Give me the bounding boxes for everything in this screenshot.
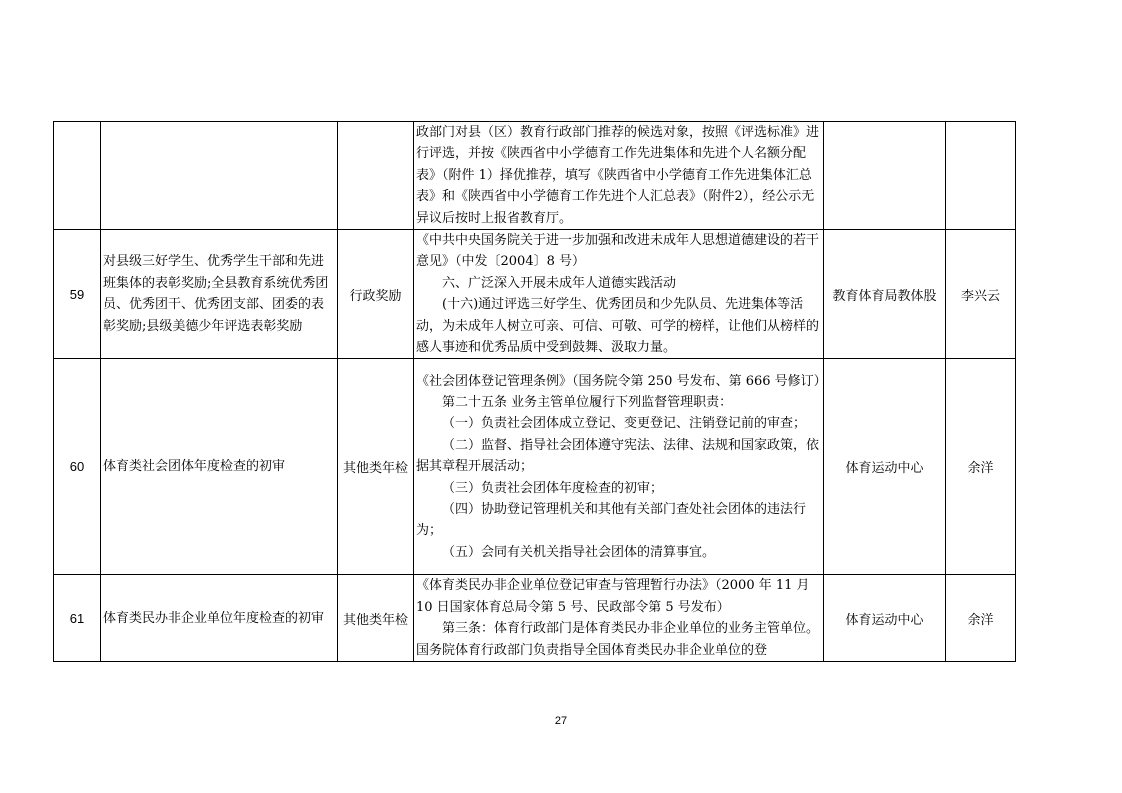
responsible-department: 教育体育局教体股 <box>824 230 946 359</box>
basis-paragraph: （五）会同有关机关指导社会团体的清算事宜。 <box>442 544 716 560</box>
table-row <box>54 575 1016 662</box>
legal-basis <box>414 122 824 230</box>
basis-paragraph: 《社会团体登记管理条例》（国务院令第 250 号发布、第 666 号修订） <box>416 373 827 389</box>
basis-paragraph: （三）负责社会团体年度检查的初审； <box>442 480 664 496</box>
responsible-person: 李兴云 <box>946 230 1016 359</box>
basis-paragraph: 《中共中央国务院关于进一步加强和改进未成年人思想道德建设的若干意见》（中发〔2004〕8 号） <box>416 233 820 270</box>
item-name <box>101 122 338 230</box>
basis-paragraph: （一）负责社会团体成立登记、变更登记、注销登记前的审查； <box>442 416 807 432</box>
item-type: 行政奖励 <box>338 230 414 359</box>
responsible-person <box>946 122 1016 230</box>
basis-paragraph: (十六)通过评选三好学生、优秀团员和少先队员、先进集体等活动，为未成年人树立可亲、可信、可敬、可学的榜样，让他们从榜样的感人事迹和优秀品质中受到鼓舞、汲取力量。 <box>416 297 820 356</box>
responsible-department <box>824 122 946 230</box>
page-number: 27 <box>554 715 568 727</box>
item-type: 其他类年检 <box>338 359 414 575</box>
basis-paragraph: 六、广泛深入开展未成年人道德实践活动 <box>442 275 677 291</box>
row-number <box>54 122 101 230</box>
responsible-department: 体育运动中心 <box>824 359 946 575</box>
basis-paragraph: 第三条：体育行政部门是体育类民办非企业单位的业务主管单位。国务院体育行政部门负责指导全国体育类民办非企业单位的登 <box>416 621 820 658</box>
item-name: 对县级三好学生、优秀学生干部和先进班集体的表彰奖励;全县教育系统优秀团员、优秀团干、优秀团支部、团委的表彰奖励;县级美德少年评选表彰奖励 <box>101 230 338 359</box>
item-name: 体育类社会团体年度检查的初审 <box>101 359 338 575</box>
table-row <box>54 122 1016 230</box>
item-type <box>338 122 414 230</box>
basis-paragraph: （四）协助登记管理机关和其他有关部门查处社会团体的违法行为； <box>416 502 807 539</box>
item-name: 体育类民办非企业单位年度检查的初审 <box>101 575 338 662</box>
table-row <box>54 359 1016 575</box>
legal-basis <box>414 359 827 575</box>
row-number: 59 <box>54 230 101 359</box>
legal-basis <box>414 575 824 662</box>
basis-paragraph: （二）监督、指导社会团体遵守宪法、法律、法规和国家政策，依据其章程开展活动； <box>416 437 820 475</box>
responsible-department: 体育运动中心 <box>824 575 946 662</box>
basis-paragraph: 第二十五条 业务主管单位履行下列监督管理职责： <box>442 395 733 411</box>
row-number: 61 <box>54 575 101 662</box>
legal-basis <box>414 230 824 359</box>
row-number: 60 <box>54 359 101 575</box>
basis-paragraph: 政部门对县（区）教育行政部门推荐的候选对象，按照《评选标准》进行评选，并按《陕西省中小学德育工作先进集体和先进个人名额分配表》（附件 1）择优推荐，填写《陕西省中小学德育工作先进集体汇总表》和《陕西省中小学德育工作先进个人汇总表》（附件2），经公示无异议后按时上报省教育厅。 <box>416 125 820 226</box>
basis-paragraph: 《体育类民办非企业单位登记审查与管理暂行办法》（2000 年 11 月 10 日国家体育总局令第 5 号、民政部令第 5 号发布） <box>416 578 810 615</box>
item-type: 其他类年检 <box>338 575 414 662</box>
matters-table <box>53 121 1016 662</box>
responsible-person: 余洋 <box>946 359 1016 575</box>
responsible-person: 余洋 <box>946 575 1016 662</box>
table-row <box>54 230 1016 359</box>
